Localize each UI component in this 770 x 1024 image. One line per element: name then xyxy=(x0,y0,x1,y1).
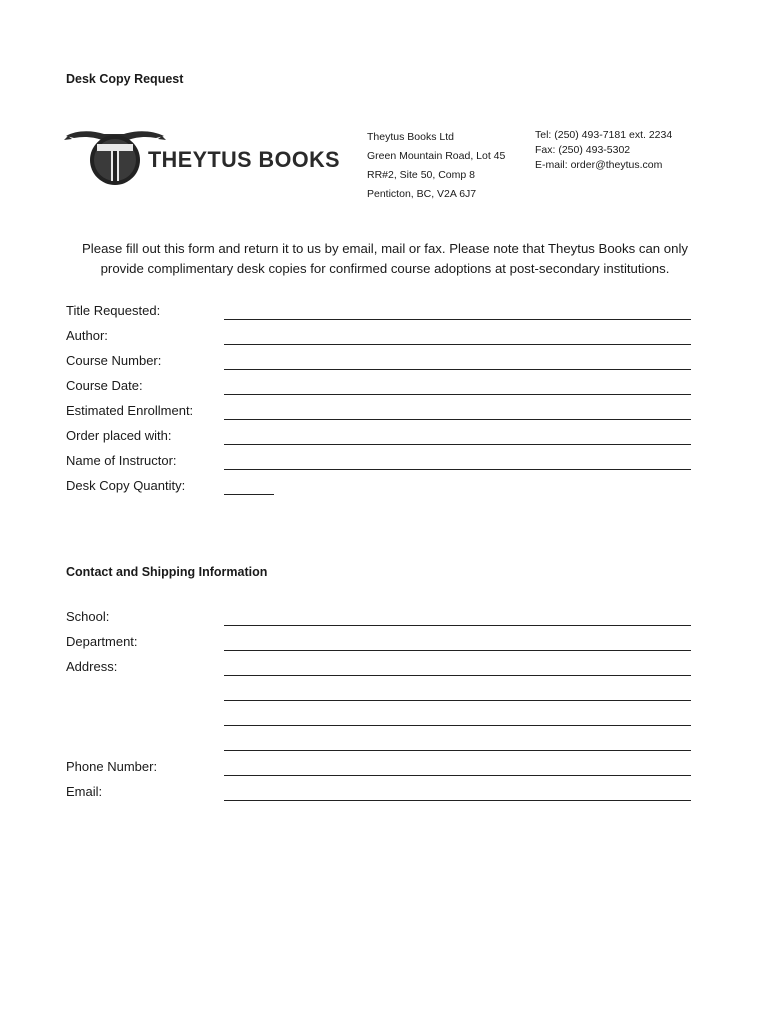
address-line: Green Mountain Road, Lot 45 xyxy=(367,150,506,162)
school-field[interactable] xyxy=(224,625,691,626)
desk-copy-quantity-field[interactable] xyxy=(224,494,274,495)
field-label: Name of Instructor: xyxy=(66,453,177,468)
field-label: Course Date: xyxy=(66,378,143,393)
address-line: RR#2, Site 50, Comp 8 xyxy=(367,169,475,181)
field-label: Address: xyxy=(66,659,118,674)
title-requested-field[interactable] xyxy=(224,319,691,320)
address-line: Theytus Books Ltd xyxy=(367,131,454,143)
address-field-line-3[interactable] xyxy=(224,725,691,726)
logo-text: THEYTUS BOOKS xyxy=(148,147,341,172)
address-line: Penticton, BC, V2A 6J7 xyxy=(367,188,477,200)
instructor-name-field[interactable] xyxy=(224,469,691,470)
phone-number-field[interactable] xyxy=(224,775,691,776)
address-field-line-4[interactable] xyxy=(224,750,691,751)
contact-phone: Tel: (250) 493-7181 ext. 2234 xyxy=(535,129,673,141)
order-placed-with-field[interactable] xyxy=(224,444,691,445)
course-date-field[interactable] xyxy=(224,394,691,395)
address-field-line-1[interactable] xyxy=(224,675,691,676)
field-label: Desk Copy Quantity: xyxy=(66,478,186,493)
field-label: Email: xyxy=(66,784,103,799)
intro-line: Please fill out this form and return it to us by email, mail or fax. Please note that Theytus Books can only xyxy=(82,241,688,256)
field-label: Department: xyxy=(66,634,138,649)
page-title: Desk Copy Request xyxy=(66,72,184,86)
course-number-field[interactable] xyxy=(224,369,691,370)
field-label: Estimated Enrollment: xyxy=(66,403,194,418)
intro-text xyxy=(60,239,710,278)
field-label: Order placed with: xyxy=(66,428,172,443)
field-label: Phone Number: xyxy=(66,759,158,774)
field-label: Author: xyxy=(66,328,108,343)
section-title: Contact and Shipping Information xyxy=(66,565,268,579)
field-label: Course Number: xyxy=(66,353,162,368)
field-label: Title Requested: xyxy=(66,303,161,318)
department-field[interactable] xyxy=(224,650,691,651)
email-field[interactable] xyxy=(224,800,691,801)
author-field[interactable] xyxy=(224,344,691,345)
intro-line: provide complimentary desk copies for confirmed course adoptions at post-secondary institutions. xyxy=(100,260,670,276)
address-field-line-2[interactable] xyxy=(224,700,691,701)
publisher-contact xyxy=(535,128,672,173)
publisher-address xyxy=(367,128,505,204)
estimated-enrollment-field[interactable] xyxy=(224,419,691,420)
contact-fax: Fax: (250) 493-5302 xyxy=(535,144,631,156)
field-label: School: xyxy=(66,609,110,624)
contact-email: E-mail: order@theytus.com xyxy=(535,159,663,171)
